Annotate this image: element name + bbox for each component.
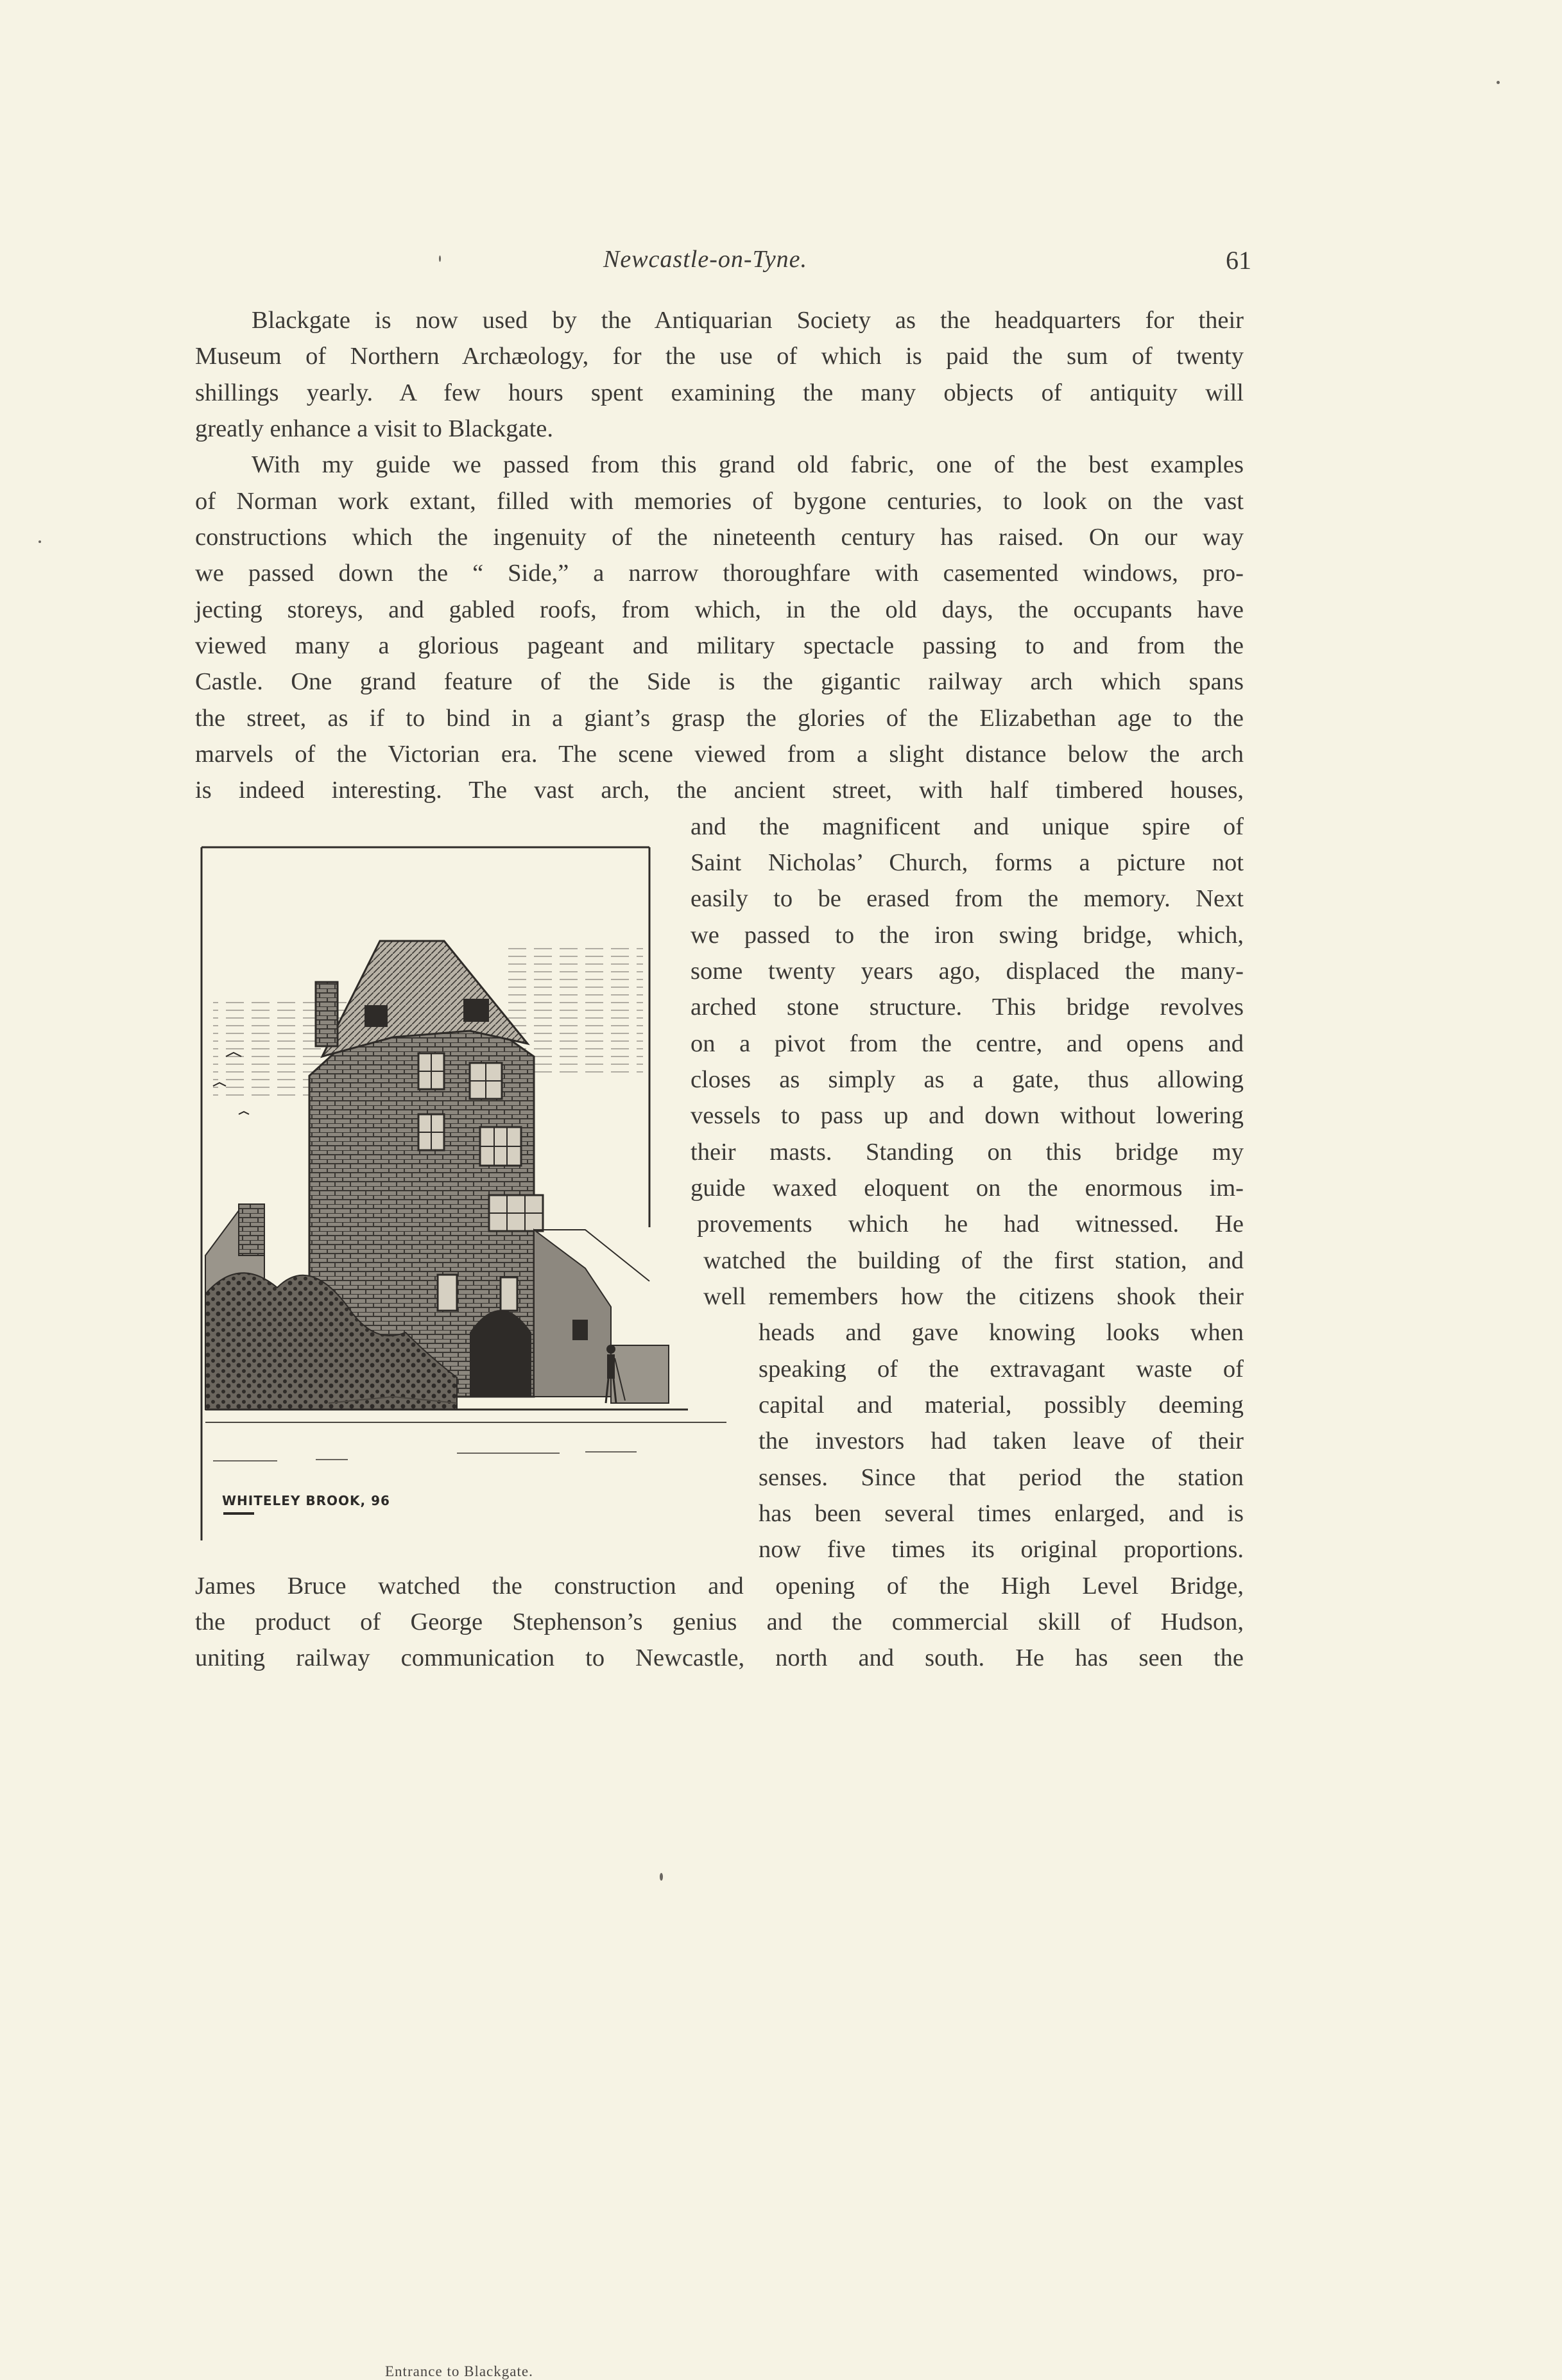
- body-line: Saint Nicholas’ Church, forms a picture not: [691, 849, 1244, 876]
- body-line: the product of George Stephenson’s genius and the commercial skill of Hudson,: [195, 1608, 1244, 1635]
- body-line: Museum of Northern Archæology, for the use of which is paid the sum of twenty: [195, 343, 1244, 370]
- running-title: Newcastle-on-Tyne.: [603, 246, 808, 273]
- body-line: closes as simply as a gate, thus allowing: [691, 1066, 1244, 1093]
- body-line: easily to be erased from the memory. Next: [691, 885, 1244, 912]
- body-line: now five times its original proportions.: [759, 1536, 1244, 1563]
- blackgate-illustration: [200, 845, 649, 2379]
- body-line: we passed to the iron swing bridge, which,: [691, 922, 1244, 949]
- body-line: James Bruce watched the construction and opening of the High Level Bridge,: [195, 1573, 1244, 1600]
- body-line: constructions which the ingenuity of the nineteenth century has raised. On our way: [195, 524, 1244, 551]
- running-header: [193, 245, 1251, 284]
- scan-speck: [660, 1873, 663, 1881]
- body-line: on a pivot from the centre, and opens and: [691, 1030, 1244, 1057]
- body-line: Blackgate is now used by the Antiquarian Society as the headquarters for their: [252, 307, 1244, 334]
- scan-speck: [39, 540, 41, 543]
- body-line: and the magnificent and unique spire of: [691, 813, 1244, 840]
- artist-signature: WHITELEY BROOK, 96: [222, 1493, 390, 1508]
- scan-speck: [439, 255, 441, 262]
- body-line: capital and material, possibly deeming: [759, 1392, 1244, 1419]
- body-line: marvels of the Victorian era. The scene viewed from a slight distance below the arch: [195, 741, 1244, 768]
- body-line: their masts. Standing on this bridge my: [691, 1139, 1244, 1166]
- body-line: jecting storeys, and gabled roofs, from which, in the old days, the occupants have: [195, 596, 1244, 623]
- body-line: well remembers how the citizens shook their: [703, 1283, 1244, 1310]
- figure-caption: Entrance to Blackgate.: [385, 2363, 533, 2379]
- body-line: uniting railway communication to Newcastle, north and south. He has seen the: [195, 1644, 1244, 1671]
- page-number: 61: [1226, 246, 1251, 275]
- scan-speck: [1497, 81, 1500, 84]
- body-line: the investors had taken leave of their: [759, 1427, 1244, 1454]
- body-line: speaking of the extravagant waste of: [759, 1356, 1244, 1383]
- body-line: provements which he had witnessed. He: [697, 1211, 1244, 1237]
- body-line: heads and gave knowing looks when: [759, 1319, 1244, 1346]
- body-line: Castle. One grand feature of the Side is the gigantic railway arch which spans: [195, 668, 1244, 695]
- body-line: guide waxed eloquent on the enormous im-: [691, 1175, 1244, 1202]
- body-line: vessels to pass up and down without lowering: [691, 1102, 1244, 1129]
- body-line: With my guide we passed from this grand old fabric, one of the best examples: [252, 451, 1244, 478]
- body-line: is indeed interesting. The vast arch, the ancient street, with half timbered houses,: [195, 777, 1244, 804]
- body-line: the street, as if to bind in a giant’s grasp the glories of the Elizabethan age to the: [195, 705, 1244, 732]
- body-line: watched the building of the first station, and: [703, 1247, 1244, 1274]
- blackgate-engraving: [200, 845, 752, 1551]
- body-line: has been several times enlarged, and is: [759, 1500, 1244, 1527]
- body-line: of Norman work extant, filled with memories of bygone centuries, to look on the vast: [195, 488, 1244, 515]
- body-line: we passed down the “ Side,” a narrow thoroughfare with casemented windows, pro-: [195, 560, 1244, 587]
- body-line: greatly enhance a visit to Blackgate.: [195, 415, 554, 442]
- body-line: arched stone structure. This bridge revolves: [691, 994, 1244, 1021]
- body-line: some twenty years ago, displaced the many-: [691, 958, 1244, 985]
- body-line: viewed many a glorious pageant and military spectacle passing to and from the: [195, 632, 1244, 659]
- body-line: shillings yearly. A few hours spent examining the many objects of antiquity will: [195, 379, 1244, 406]
- body-line: senses. Since that period the station: [759, 1464, 1244, 1491]
